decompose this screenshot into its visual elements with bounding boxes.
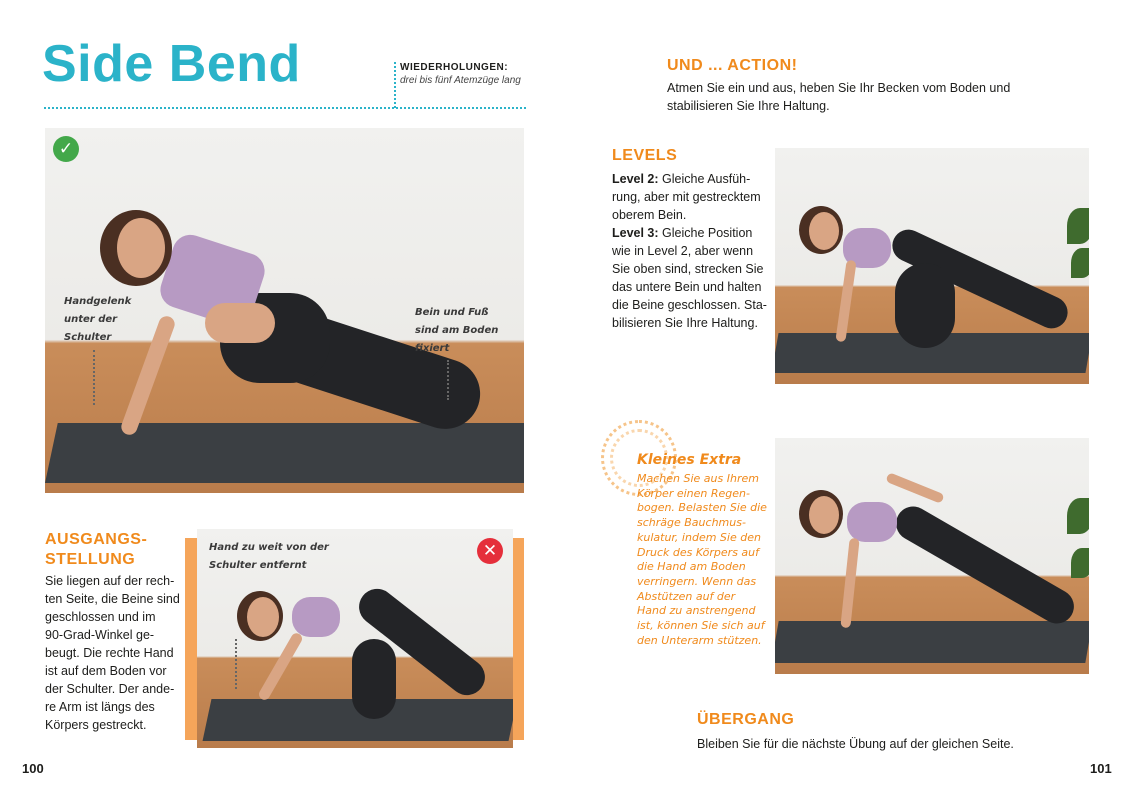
- plant: [1067, 498, 1089, 534]
- note-wrist: Handgelenk unter der Schulter: [64, 296, 132, 343]
- repetitions-text: drei bis fünf Atemzüge lang: [400, 75, 521, 86]
- yoga-mat: [45, 423, 524, 483]
- figure-arm: [840, 538, 859, 629]
- wrong-badge-icon: ✕: [477, 538, 503, 564]
- repetitions-divider: [394, 62, 396, 108]
- action-heading: UND ... ACTION!: [667, 57, 798, 74]
- start-text: Sie liegen auf der rech- ten Seite, die Beine sind geschlossen und im 90-Grad-Winkel ge- beugt. Die rechte Hand ist auf dem Boden vor der Schulter. Der ande- re Arm ist längs des Körpers gestreckt.: [45, 574, 180, 732]
- transition-text: Bleiben Sie für die nächste Übung auf der gleichen Seite.: [697, 737, 1014, 751]
- action-text: Atmen Sie ein und aus, heben Sie Ihr Becken vom Boden und stabilisieren Sie Ihre Haltung.: [667, 81, 1011, 113]
- note-wrist-arrow: [93, 350, 95, 405]
- note-hand-arrow: [235, 639, 237, 689]
- figure-face: [247, 597, 279, 637]
- note-leg-arrow: [447, 360, 449, 400]
- plant: [1067, 208, 1089, 244]
- plant: [1071, 548, 1089, 578]
- extra-text: Machen Sie aus Ihrem Körper einen Regen- bogen. Belasten Sie die schräge Bauchmus- kulatur, indem Sie den Druck des Körpers auf die Hand am Boden verringern. Wenn das Abstützen auf der Hand zu anstrengend ist, können Sie sich auf den Unterarm stützen.: [637, 472, 767, 647]
- start-heading: AUSGANGS- STELLUNG: [45, 531, 148, 568]
- figure-arm: [257, 631, 304, 701]
- page-number-right: 101: [1090, 761, 1112, 776]
- figure-top: [292, 597, 340, 637]
- figure-face: [809, 496, 839, 534]
- figure-face: [117, 218, 165, 278]
- levels-heading: LEVELS: [612, 147, 678, 164]
- main-exercise-photo: [45, 128, 524, 493]
- yoga-mat: [775, 621, 1089, 663]
- correct-badge-icon: ✓: [53, 136, 79, 162]
- figure-top: [847, 502, 897, 542]
- figure-legs-lower: [352, 639, 396, 719]
- figure-torso: [205, 303, 275, 343]
- level3-label: Level 3:: [612, 226, 659, 240]
- figure-face: [809, 212, 839, 250]
- levels-text: Level 2: Gleiche Ausfüh- rung, aber mit gestrecktem oberem Bein. Level 3: Gleiche Position wie in Level 2, aber wenn Sie oben sind, strecken Sie das untere Bein und halten die Beine geschlossen. Sta- bilisieren Sie Ihre Haltung.: [612, 172, 767, 330]
- level2-label: Level 2:: [612, 172, 659, 186]
- plant: [1071, 248, 1089, 278]
- note-leg: Bein und Fuß sind am Boden fixiert: [415, 307, 499, 354]
- page-title: Side Bend: [42, 35, 301, 93]
- transition-heading: ÜBERGANG: [697, 711, 795, 728]
- page-number-left: 100: [22, 761, 44, 776]
- extra-photo: [775, 438, 1089, 674]
- title-rule: [44, 107, 526, 109]
- note-hand-too-far: Hand zu weit von der Schulter entfernt: [209, 542, 329, 571]
- figure-legs: [890, 500, 1080, 629]
- figure-legs-lower: [895, 263, 955, 348]
- repetitions-label: WIEDERHOLUNGEN:: [400, 62, 509, 73]
- extra-heading: Kleines Extra: [637, 452, 742, 468]
- level-photo: [775, 148, 1089, 384]
- wrong-exercise-photo: [197, 529, 513, 748]
- figure-arm: [835, 260, 856, 343]
- figure-arm-raised: [885, 472, 944, 504]
